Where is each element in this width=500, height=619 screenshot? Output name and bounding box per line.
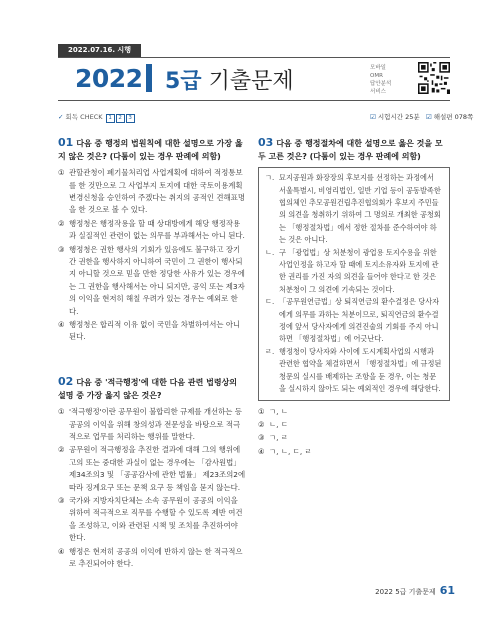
option[interactable] — [58, 406, 246, 443]
check-box[interactable]: 1 — [106, 114, 115, 123]
statement-item — [265, 247, 443, 297]
option-mark: ④ — [258, 446, 265, 456]
check-label: 회독 CHECK — [65, 113, 103, 121]
statement-text: 행정청이 당사자와 사이에 도시계획사업의 시행과 관련한 협약을 체결하면서 「행정절차법」에 규정된 청문의 실시를 배제하는 조항을 둔 경우, 이는 청문을 실시하지 않아도 되는 예외적인 경우에 해당한다. — [279, 346, 442, 394]
option-mark: ③ — [58, 244, 65, 254]
option-mark: ④ — [58, 320, 65, 330]
option[interactable] — [58, 218, 246, 243]
mobile-omr-note — [370, 64, 391, 96]
check-box[interactable]: 2 — [116, 114, 125, 123]
question-03 — [258, 137, 450, 458]
option-text: 국가와 지방자치단체는 소속 공무원이 공공의 이익을 위하여 적극적으로 직무를 수행할 수 있도록 제반 여건을 조성하고, 이와 관련된 시책 및 조치를 추진하여야 한다. — [69, 496, 243, 543]
statement-text: 묘지공원과 화장장의 후보지를 선정하는 과정에서 서울특별시, 비영리법인, 일반 기업 등이 공동발족한 협의체인 추모공원건립추진협의회가 후보지 주민들의 의견을 청취하기 위하여 그 명의로 개최한 공청회는 「행정절차법」에서 정한 절차를 준수하여야 하는 것은 아니다. — [279, 173, 441, 245]
question-number: 02 — [58, 375, 74, 388]
statement-mark: ㄹ. — [265, 346, 275, 356]
option-mark: ② — [258, 419, 265, 429]
option[interactable] — [58, 495, 246, 545]
option-mark: ② — [58, 445, 65, 455]
option[interactable] — [58, 167, 246, 217]
option-mark: ① — [258, 406, 265, 416]
header-bottom-rule — [58, 100, 450, 101]
side-line: 답안분석 — [370, 81, 392, 87]
exam-date-badge: 2022.07.16. 시행 — [58, 44, 141, 57]
statement-item — [265, 346, 443, 396]
exam-year: 2022 — [75, 64, 143, 93]
question-02 — [58, 376, 246, 570]
qr-code-icon[interactable] — [418, 62, 450, 94]
question-text: 다음 중 행정의 법원칙에 대한 설명으로 가장 옳지 않은 것은? (다툼이 있는 경우 판례에 의함) — [58, 139, 243, 161]
title-text: 기출문제 — [208, 69, 294, 94]
option-text: 행정청은 행정작용을 할 때 상대방에게 해당 행정작용과 실질적인 관련이 없는 의무를 부과해서는 아니 된다. — [69, 218, 245, 241]
statement-text: 「공무원연금법」상 퇴직연금의 환수결정은 당사자에게 의무를 과하는 처분이므로, 퇴직연금의 환수결정에 앞서 당사자에게 의견진술의 기회를 주지 아니하면 「행정절차법」에 어긋난다. — [279, 297, 440, 344]
review-check — [58, 112, 135, 123]
option[interactable] — [58, 244, 246, 318]
option-text: 공무원이 적극행정을 추진한 결과에 대해 그의 행위에 고의 또는 중대한 과실이 없는 경우에는 「감사원법」 제34조의3 및 「공공감사에 관한 법률」 제23조의2에 따라 징계요구 또는 문책 요구 등 책임을 묻지 않는다. — [69, 445, 246, 492]
option-mark: ② — [58, 218, 65, 228]
question-stem — [258, 137, 450, 163]
option[interactable] — [258, 406, 450, 418]
time-limit: 시험시간 25분 — [377, 113, 420, 121]
statement-mark: ㄷ. — [265, 297, 275, 307]
page-number: 61 — [439, 584, 455, 597]
option-text: ㄱ, ㄴ, ㄷ, ㄹ — [269, 446, 312, 456]
page-footer — [375, 584, 455, 597]
option[interactable] — [58, 546, 246, 571]
footer-label: 2022 5급 기출문제 — [375, 588, 436, 596]
option-text: ㄱ, ㄴ — [269, 406, 288, 416]
exam-grade: 5급 — [165, 69, 202, 94]
checkbox-icon: ☑ — [370, 113, 376, 121]
exam-info — [370, 112, 473, 121]
option-mark: ③ — [58, 496, 65, 506]
question-number: 03 — [258, 136, 274, 149]
title-accent-bar — [146, 64, 152, 92]
option-mark: ④ — [58, 546, 65, 556]
statement-mark: ㄱ. — [265, 173, 275, 183]
side-line: 서비스 — [370, 89, 386, 95]
option[interactable] — [58, 319, 246, 344]
checkbox-icon: ☑ — [425, 113, 432, 121]
statement-item — [265, 296, 443, 346]
option-text: 행정은 현저히 공공의 이익에 반하지 않는 한 적극적으로 추진되어야 한다. — [69, 546, 243, 569]
statement-text: 구 「광업법」상 처분청이 광업용 토지수용을 위한 사업인정을 하고자 할 때에 토지소유자와 토지에 관한 권리를 가진 자의 의견을 들어야 한다고 한 것은 처분청이 그 의견에 기속되는 것이다. — [279, 247, 439, 294]
side-line: 모바일 — [370, 65, 386, 71]
statement-mark: ㄴ. — [265, 247, 275, 257]
option-text: 행정청은 합리적 이유 없이 국민을 차별하여서는 아니 된다. — [69, 320, 241, 342]
option-text: ㄱ, ㄹ — [269, 433, 288, 443]
question-text: 다음 중 '적극행정'에 대한 다음 관련 법령상의 설명 중 가장 옳지 않은 것은? — [58, 378, 238, 400]
option[interactable] — [258, 419, 450, 431]
option-mark: ③ — [258, 433, 265, 443]
option-text: '적극행정'이란 공무원이 불합리한 규제를 개선하는 등 공공의 이익을 위해 창의성과 전문성을 바탕으로 적극적으로 업무를 처리하는 행위를 말한다. — [69, 407, 242, 441]
answer-page: 해설편 078쪽 — [433, 113, 474, 121]
question-text: 다음 중 행정절차에 대한 설명으로 옳은 것을 모두 고른 것은? (다툼이 있는 경우 판례에 의함) — [258, 139, 443, 161]
statement-item — [265, 172, 443, 246]
option-text: 관할관청이 폐기물처리업 사업계획에 대하여 적정통보를 한 것만으로 그 사업부지 토지에 대한 국토이용계획변경신청을 승인하여 주겠다는 취지의 공적인 견해표명을 한 것으로 볼 수 있다. — [69, 168, 245, 215]
question-number: 01 — [58, 136, 74, 149]
check-icon: ✓ — [58, 113, 64, 121]
option[interactable] — [58, 444, 246, 494]
check-box[interactable]: 3 — [126, 114, 135, 123]
option[interactable] — [258, 432, 450, 444]
option-mark: ① — [58, 407, 65, 417]
option[interactable] — [258, 446, 450, 458]
question-01 — [58, 137, 246, 344]
statement-box — [258, 167, 450, 400]
option-text: 행정청은 권한 행사의 기회가 있음에도 불구하고 장기간 권한을 행사하지 아니하여 국민이 그 권한이 행사되지 아니할 것으로 믿을 만한 정당한 사유가 있는 경우에는 그 권한을 행사해서는 아니 되지만, 공익 또는 제3자의 이익을 현저히 해칠 우려가 있는 경우는 예외로 한다. — [69, 244, 245, 316]
side-line: OMR — [370, 73, 383, 79]
option-mark: ① — [58, 168, 65, 178]
page-title — [165, 64, 294, 95]
question-stem — [58, 137, 246, 163]
header-rule — [58, 57, 450, 58]
question-stem — [58, 376, 246, 402]
option-text: ㄴ, ㄷ — [269, 419, 288, 429]
